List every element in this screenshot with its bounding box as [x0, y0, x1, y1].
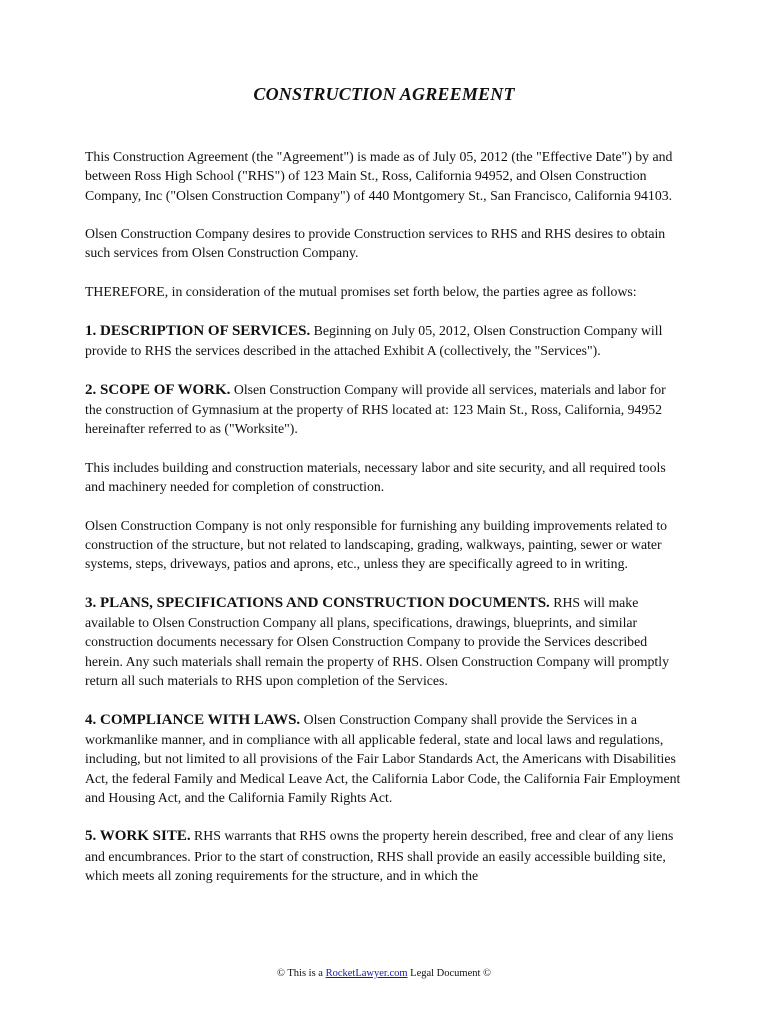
section-text: Olsen Construction Company shall provide the Services in a workmanlike manner, and in compliance with all applicable federal, state and local laws and regulations, including, but not limited to all provisions of the Fair Labor Standards Act, the Americans with Disabilities Act, the federal Family and Medical Leave Act, the California Labor Code, the California Fair Employment and Housing Act, and the California Family Rights Act.	[85, 711, 681, 805]
page-footer	[0, 968, 768, 979]
document-title: CONSTRUCTION AGREEMENT	[253, 84, 515, 104]
section-description-of-services	[85, 321, 685, 361]
section-compliance-with-laws	[85, 710, 685, 807]
rocketlawyer-link[interactable]: RocketLawyer.com	[325, 968, 408, 979]
section-scope-of-work	[85, 380, 685, 439]
section-text: Olsen Construction Company will provide all services, materials and labor for the construction of Gymnasium at the property of RHS located at: 123 Main St., Ross, California, 94952 hereinafter referred to as ("Worksite").	[85, 381, 666, 437]
section-text: Beginning on July 05, 2012, Olsen Construction Company will provide to RHS the services described in the attached Exhibit A (collectively, the "Services").	[85, 322, 663, 358]
document-body	[85, 147, 685, 905]
section-heading: 3. PLANS, SPECIFICATIONS AND CONSTRUCTION DOCUMENTS.	[85, 594, 550, 611]
section-plans-specifications	[85, 593, 685, 690]
intro-paragraph: This Construction Agreement (the "Agreement") is made as of July 05, 2012 (the "Effective Date") by and between Ross High School ("RHS") of 123 Main St., Ross, California 94952, and Olsen Construction Company, Inc ("Olsen Construction Company") of 440 Montgomery St., San Francisco, California 94103.	[85, 149, 673, 203]
desire-paragraph: Olsen Construction Company desires to provide Construction services to RHS and RHS desires to obtain such services from Olsen Construction Company.	[85, 226, 666, 261]
footer-suffix: Legal Document ©	[407, 968, 492, 979]
scope-materials-paragraph: This includes building and construction materials, necessary labor and site security, and all required tools and machinery needed for completion of construction.	[85, 459, 666, 495]
section-heading: 4. COMPLIANCE WITH LAWS.	[85, 711, 301, 728]
section-heading: 1. DESCRIPTION OF SERVICES.	[85, 322, 311, 339]
scope-exclusions-paragraph: Olsen Construction Company is not only responsible for furnishing any building improvements related to construction of the structure, but not related to landscaping, grading, walkways, painting, sewer or water systems, steps, driveways, patios and aprons, etc., unless they are specifically agreed to in writing.	[85, 517, 668, 572]
therefore-paragraph: THEREFORE, in consideration of the mutual promises set forth below, the parties agree as follows:	[85, 284, 637, 300]
section-text: RHS will make available to Olsen Construction Company all plans, specifications, drawings, blueprints, and similar construction documents necessary for Olsen Construction Company to provide the Services described herein. Any such materials shall remain the property of RHS. Olsen Construction Company will promptly return all such materials to RHS upon completion of the Services.	[85, 594, 669, 689]
footer-prefix: © This is a	[276, 968, 326, 979]
section-heading: 5. WORK SITE.	[85, 828, 191, 845]
section-work-site	[85, 826, 685, 885]
section-text: RHS warrants that RHS owns the property herein described, free and clear of any liens and encumbrances. Prior to the start of construction, RHS shall provide an easily accessible building site, which meets all zoning requirements for the structure, and in which the	[85, 828, 674, 883]
section-heading: 2. SCOPE OF WORK.	[85, 381, 231, 398]
